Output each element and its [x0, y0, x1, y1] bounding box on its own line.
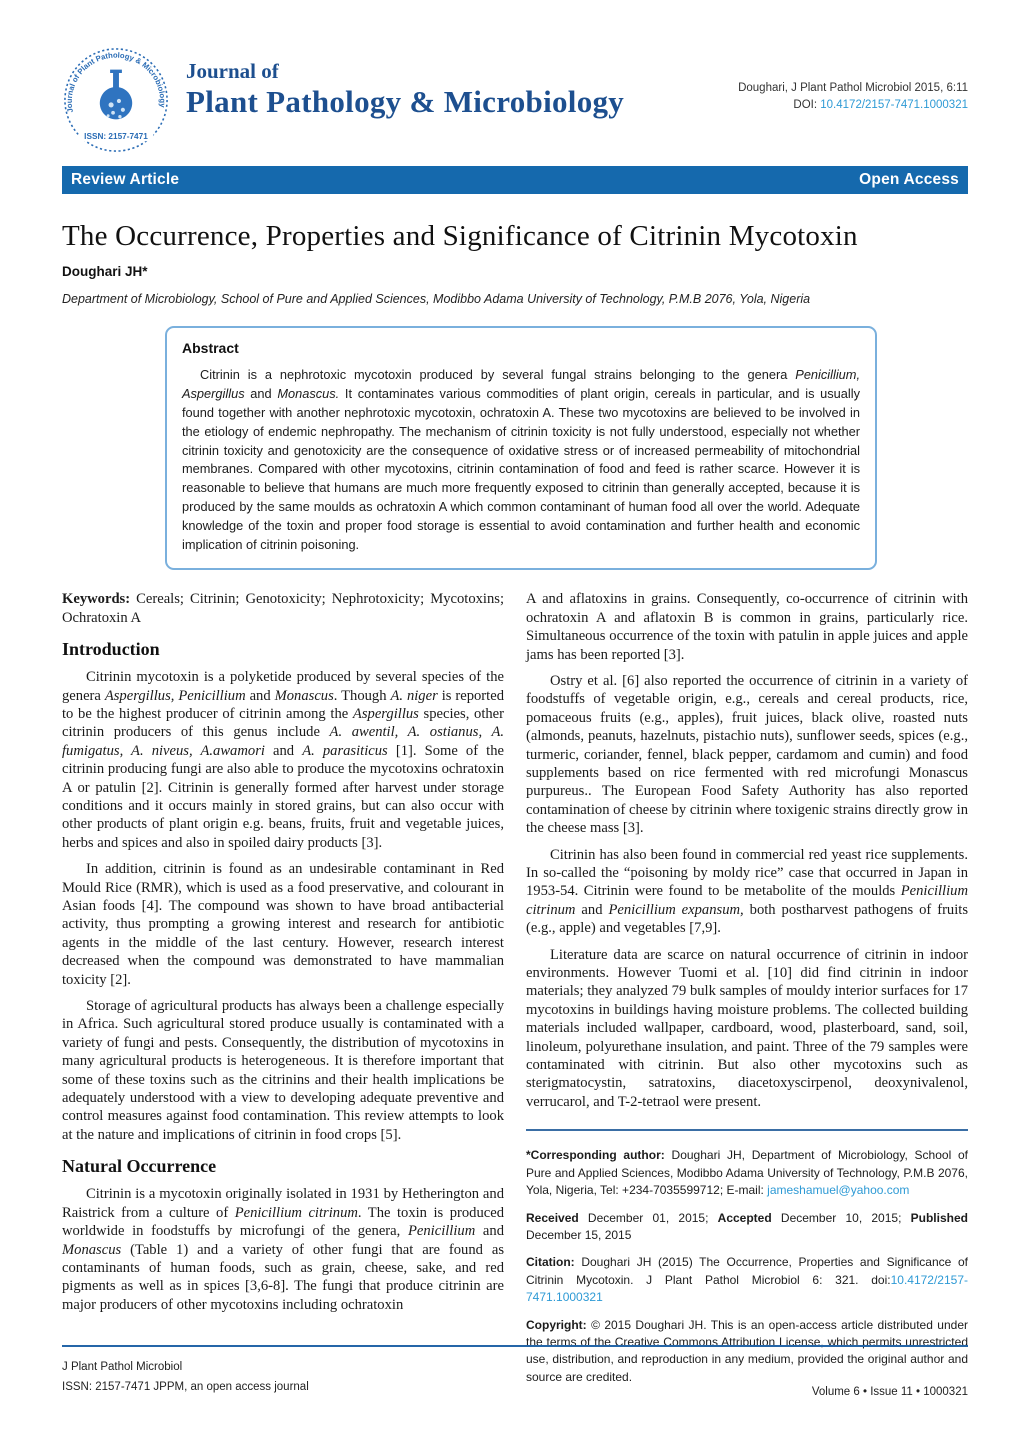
paragraph: Citrinin is a mycotoxin originally isolated in 1931 by Hetherington and Raistrick from a culture of Penicillium citrinum. The toxin is produced worldwide in foodstuffs by microfungi of the genera, Penicillium and Monascus (Table 1) and a variety of other fungi that are found as contaminants of human foods, such as grain, cheese, sake, and red pigments as well as in spices [3,6-8]. The fungi that produce citrinin are major producers of other mycotoxins including ochratoxin [62, 1186, 505, 1313]
citation-line: Doughari, J Plant Pathol Microbiol 2015, 6:11 [738, 82, 968, 94]
keywords-line: Keywords: Cereals; Citrinin; Genotoxicity; Nephrotoxicity; Mycotoxins; Ochratoxin A [62, 591, 504, 626]
page-header [62, 46, 968, 154]
article-body [62, 590, 968, 1396]
page-footer [62, 1357, 968, 1398]
column-left [62, 590, 504, 1396]
paragraph: Ostry et al. [6] also reported the occurrence of citrinin in a variety of foodstuffs of vegetable origin, e.g., cereals and cereal products, rice, pomaceous fruits (e.g., apples), fruit juices, black olive, roasted nuts (almonds, peanuts, hazelnuts, pistachio nuts), sunflower seeds, spices (e.g., turmeric, coriander, fennel, black pepper, cardamom and cumin) and food supplements based on rice fermented with red microfungi Monascus purpureus.. The European Food Safety Authority has also reported contamination of cheese by citrinin where toxigenic strains directly grow in the cheese mass [3]. [526, 672, 968, 837]
corresponding-author-note: *Corresponding author: Doughari JH, Department of Microbiology, School of Pure and Applied Sciences, Modibbo Adama University of Technology, P.M.B 2076, Yola, Nigeria, Tel: +234-7035599712; E-mail: jameshamuel@yahoo.com [526, 1148, 969, 1198]
doi-link[interactable]: 10.4172/2157-7471.1000321 [820, 98, 968, 111]
footer-divider [62, 1345, 968, 1347]
header-citation-block [738, 46, 968, 113]
footnote-block [526, 1147, 968, 1386]
citation-note: Citation: Doughari JH (2015) The Occurrence, Properties and Significance of Citrinin Mycotoxin. J Plant Pathol Microbiol 6: 321. doi:10.4172/2157-7471.1000321 [526, 1255, 968, 1305]
paragraph: In addition, citrinin is found as an undesirable contaminant in Red Mould Rice (RMR), which is used as a food preservative, and colourant in Asian foods [4]. The compound was shown to have broad antibacterial activity, thus prompting a growing interest and research for antibiotic agents in the middle of the last century. However, research interest decreased when the compound was demonstrated to have mammalian toxicity [2]. [62, 861, 504, 988]
logo-ring-text: Journal of Plant Pathology & Microbiology [64, 50, 168, 114]
paragraph: Storage of agricultural products has always been a challenge especially in Africa. Such agricultural stored produce usually is contaminated with a variety of fungi and pests. Consequently, the distribution of mycotoxins in many agricultural products is heterogeneous. It is therefore important that some of these toxins such as the citrinins and their health implications be adequately understood with a view to developing adequate preventive and control measures against food contamination. This review attempts to look at the nature and implications of citrinin in food crops [5]. [62, 998, 504, 1143]
paragraph: Literature data are scarce on natural occurrence of citrinin in indoor environments. However Tuomi et al. [10] did find citrinin in indoor materials; they analyzed 79 bulk samples of mouldy interior surfaces for 17 mycotoxins in buildings having moisture problems. The collected building materials included wallpaper, cardboard, wood, plasterboard, sand, soil, linoleum, polyurethane insulation, and paint. Three of the 79 samples were contaminated with citrinin. But also other mycotoxins such as sterigmatocystin, satratoxins, diacetoxyscirpenol, deoxynivalenol, verrucarol, and T-2-tetraol were present. [526, 946, 968, 1110]
paragraph: Citrinin mycotoxin is a polyketide produced by several species of the genera Aspergillus, Penicillium and Monascus. Though A. niger is reported to be the highest producer of citrinin among the Aspergillus species, other citrinin producers of this genus include A. awentil, A. ostianus, A. fumigatus, A. niveus, A.awamori and A. parasiticus [1]. Some of the citrinin producing fungi are also able to produce the mycotoxins ochratoxin A or patulin [2]. Citrinin is generally formed after harvest under storage conditions and it occurs mainly in stored grains, but can also occur with other products of plant origin e.g. beans, fruits, fruit and vegetable juices, herbs and spices and also in spoiled dairy products [3]. [62, 669, 505, 851]
paragraph: A and aflatoxins in grains. Consequently, co-occurrence of citrinin with ochratoxin A and aflatoxin B is common in grains, particularly rice. Simultaneous occurrence of the toxin with patulin in apple juices and apple jams has been reported [3]. [526, 591, 968, 663]
received-dates-line: Received December 01, 2015; Accepted December 10, 2015; Published December 15, 2015 [526, 1210, 968, 1242]
abstract-box [165, 326, 877, 570]
footer-volume-line: Volume 6 • Issue 11 • 1000321 [811, 1386, 968, 1398]
copyright-note: Copyright: © 2015 Doughari JH. This is an open-access article distributed under the terms of the Creative Commons Attribution License, which permits unrestricted use, distribution, and reproduction in any medium, provided the original author and source are credited. [526, 1317, 968, 1384]
section-heading-introduction: Introduction [62, 639, 160, 660]
section-heading-natural-occurrence: Natural Occurrence [62, 1156, 217, 1177]
journal-title: Plant Pathology & Microbiology [186, 84, 625, 120]
footer-issn-line: ISSN: 2157-7471 JPPM, an open access journal [62, 1381, 309, 1394]
abstract-heading: Abstract [182, 340, 239, 357]
abstract-text: Citrinin is a nephrotoxic mycotoxin produced by several fungal strains belonging to the genera Penicillium, Aspergillus and Monascus. It contaminates various commodities of plant origin, cereals in particular, and is usually found together with another nephrotoxic mycotoxin, ochratoxin A. These two mycotoxins are believed to be involved in the etiology of endemic nephropathy. The mechanism of citrinin toxicity is not fully understood, especially not whether citrinin toxicity and genotoxicity are the consequence of oxidative stress or of increased permeability of mitochondrial membranes. Compared with other mycotoxins, citrinin contamination of food and feed is rather scarce. However it is reasonable to believe that humans are much more frequently exposed to citrinin than generally accepted, because it is produced by the same moulds as ochratoxin A which common contaminant of human food all over the world. Adequate knowledge of the toxin and proper food storage is essential to avoid contamination and further health and economic implication of citrinin poisoning. [182, 367, 860, 552]
logo-issn: ISSN: 2157-7471 [84, 131, 148, 141]
paragraph: Citrinin has also been found in commercial red yeast rice supplements. In so-called the “poisoning by moldy rice” case that occurred in Japan in 1953-54. Citrinin were found to be metabolite of the moulds Penicillium citrinum and Penicillium expansum, both postharvest pathogens of fruits (e.g., apple) and vegetables [7,9]. [526, 846, 969, 937]
journal-logo [62, 46, 170, 154]
open-access-label: Open Access [859, 171, 959, 188]
affiliation-line: Department of Microbiology, School of Pure and Applied Sciences, Modibbo Adama University of Technology, P.M.B 2076, Yola, Nigeria [62, 292, 811, 307]
footnote-divider [526, 1129, 968, 1131]
inline-link[interactable]: 10.4172/2157-7471.1000321 [526, 1272, 968, 1305]
column-right [526, 590, 968, 1396]
journal-title-block [186, 46, 624, 122]
review-article-label: Review Article [71, 171, 180, 188]
article-type-bar [62, 166, 968, 194]
doi-line: DOI: 10.4172/2157-7471.1000321 [793, 98, 968, 111]
inline-link[interactable]: jameshamuel@yahoo.com [767, 1183, 910, 1198]
footer-journal-name: J Plant Pathol Microbiol [62, 1360, 183, 1373]
article-title: The Occurrence, Properties and Significance of Citrinin Mycotoxin [62, 220, 858, 252]
author-line: Doughari JH* [62, 264, 148, 280]
journal-prefix: Journal of [186, 59, 279, 83]
footer-journal-block [62, 1357, 309, 1398]
